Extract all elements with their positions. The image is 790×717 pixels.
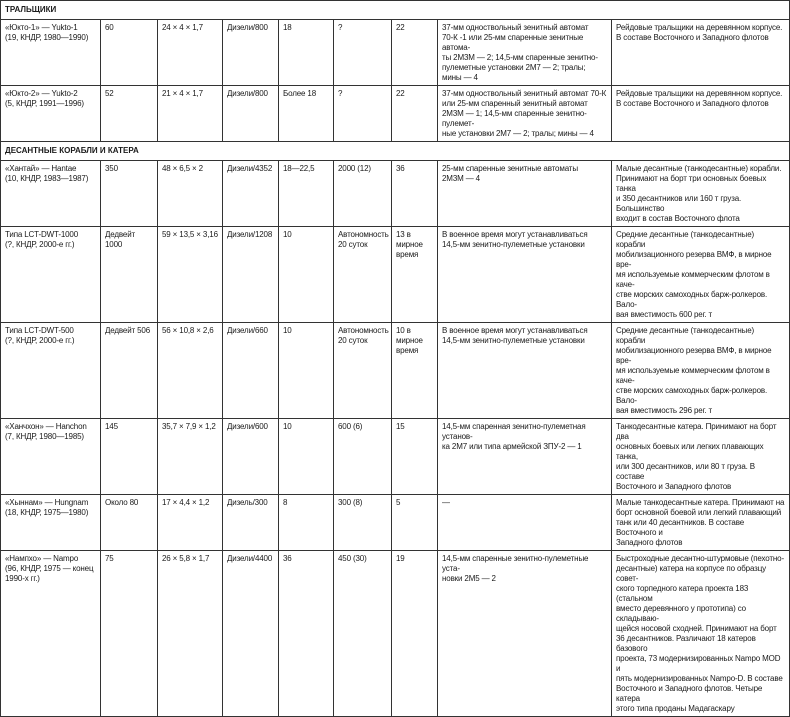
cell-speed: 8 <box>279 495 334 551</box>
cell-armament: — <box>438 495 612 551</box>
cell-crew: 19 <box>392 551 438 717</box>
cell-dimensions: 59 × 13,5 × 3,16 <box>158 227 223 323</box>
cell-displacement: Дедвейт 1000 <box>101 227 158 323</box>
cell-dimensions: 21 × 4 × 1,7 <box>158 86 223 142</box>
cell-dimensions: 24 × 4 × 1,7 <box>158 20 223 86</box>
table-row <box>1 323 790 419</box>
cell-displacement: Около 80 <box>101 495 158 551</box>
cell-crew: 10 в мирное время <box>392 323 438 419</box>
cell-armament: В военное время могут устанавливаться 14,5-мм зенитно-пулеметные установки <box>438 323 612 419</box>
cell-notes: Средние десантные (танкодесантные) корабли мобилизационного резерва ВМФ, в мирное вре- мя используемые коммерческим флотом в каче- стве морских самоходных барж-ролкеров. Вало- вая вместимость 296 рег. т <box>612 323 790 419</box>
section-title: ДЕСАНТНЫЕ КОРАБЛИ И КАТЕРА <box>1 142 790 161</box>
section-title: ТРАЛЬЩИКИ <box>1 1 790 20</box>
cell-notes: Быстроходные десантно-штурмовые (пехотно- десантные) катера на корпусе по образцу совет- ского торпедного катера проекта 183 (стальном вместо деревянного у прототипа) со складываю- щейся носовой сходней. Принимают на борт 36 десантников. Различают 18 катеров базового проекта, 73 модернизированных Nampo MOD и пять модернизированных Nampo-D. В составе Восточного и Западного флотов. Четыре катера этого типа проданы Мадагаскару <box>612 551 790 717</box>
cell-name: «Ханчхон» — Hanchon (7, КНДР, 1980—1985) <box>1 419 101 495</box>
table-row <box>1 20 790 86</box>
cell-range: ? <box>334 86 392 142</box>
cell-dimensions: 48 × 6,5 × 2 <box>158 161 223 227</box>
cell-name: Типа LCT-DWT-1000 (?, КНДР, 2000-е гг.) <box>1 227 101 323</box>
cell-name: «Хыннам» — Hungnam (18, КНДР, 1975—1980) <box>1 495 101 551</box>
cell-displacement: Дедвейт 506 <box>101 323 158 419</box>
cell-range: 450 (30) <box>334 551 392 717</box>
cell-armament: 25-мм спаренные зенитные автоматы 2М3М — 4 <box>438 161 612 227</box>
cell-range: ? <box>334 20 392 86</box>
table-row <box>1 495 790 551</box>
cell-range: Автономность 20 суток <box>334 323 392 419</box>
cell-dimensions: 26 × 5,8 × 1,7 <box>158 551 223 717</box>
cell-power: Дизели/800 <box>223 86 279 142</box>
cell-notes: Малые десантные (танкодесантные) корабли. Принимают на борт три основных боевых танка и 350 десантников или 160 т груза. Большинство входит в состав Восточного флота <box>612 161 790 227</box>
cell-notes: Средние десантные (танкодесантные) корабли мобилизационного резерва ВМФ, в мирное вре- мя используемые коммерческим флотом в каче- стве морских самоходных барж-ролкеров. Вало- вая вместимость 600 рег. т <box>612 227 790 323</box>
cell-power: Дизели/1208 <box>223 227 279 323</box>
cell-displacement: 52 <box>101 86 158 142</box>
cell-speed: 18 <box>279 20 334 86</box>
cell-name: «Юкто-1» — Yukto-1 (19, КНДР, 1980—1990) <box>1 20 101 86</box>
cell-power: Дизели/660 <box>223 323 279 419</box>
cell-displacement: 145 <box>101 419 158 495</box>
cell-range: Автономность 20 суток <box>334 227 392 323</box>
cell-displacement: 75 <box>101 551 158 717</box>
table-row <box>1 551 790 717</box>
cell-dimensions: 35,7 × 7,9 × 1,2 <box>158 419 223 495</box>
cell-speed: 36 <box>279 551 334 717</box>
cell-crew: 15 <box>392 419 438 495</box>
cell-armament: 14,5-мм спаренная зенитно-пулеметная установ- ка 2М7 или типа армейской ЗПУ-2 — 1 <box>438 419 612 495</box>
cell-speed: Более 18 <box>279 86 334 142</box>
cell-notes: Рейдовые тральщики на деревянном корпусе. В составе Восточного и Западного флотов <box>612 20 790 86</box>
section-header-row <box>1 142 790 161</box>
cell-notes: Танкодесантные катера. Принимают на борт два основных боевых или легких плавающих танка, или 300 десантников, или 80 т груза. В составе Восточного и Западного флотов <box>612 419 790 495</box>
cell-name: Типа LCT-DWT-500 (?, КНДР, 2000-е гг.) <box>1 323 101 419</box>
cell-notes: Малые танкодесантные катера. Принимают на борт основной боевой или легкий плавающий танк или 40 десантников. В составе Восточного и Западного флотов <box>612 495 790 551</box>
cell-notes: Рейдовые тральщики на деревянном корпусе. В составе Восточного и Западного флотов <box>612 86 790 142</box>
table-row <box>1 227 790 323</box>
cell-speed: 10 <box>279 419 334 495</box>
cell-power: Дизели/4400 <box>223 551 279 717</box>
cell-armament: 37-мм одноствольный зенитный автомат 70-К -1 или 25-мм спаренные зенитные автома- ты 2М3М — 2; 14,5-мм спаренные зенитно- пулеметные установки 2М7 — 2; тралы; мины — 4 <box>438 20 612 86</box>
cell-speed: 10 <box>279 227 334 323</box>
cell-power: Дизели/4352 <box>223 161 279 227</box>
cell-range: 600 (6) <box>334 419 392 495</box>
cell-armament: 14,5-мм спаренные зенитно-пулеметные уста- новки 2М5 — 2 <box>438 551 612 717</box>
cell-crew: 5 <box>392 495 438 551</box>
cell-crew: 22 <box>392 20 438 86</box>
cell-range: 300 (8) <box>334 495 392 551</box>
table-row <box>1 86 790 142</box>
cell-dimensions: 17 × 4,4 × 1,2 <box>158 495 223 551</box>
cell-power: Дизели/800 <box>223 20 279 86</box>
cell-displacement: 60 <box>101 20 158 86</box>
cell-displacement: 350 <box>101 161 158 227</box>
cell-speed: 18—22,5 <box>279 161 334 227</box>
cell-dimensions: 56 × 10,8 × 2,6 <box>158 323 223 419</box>
cell-crew: 36 <box>392 161 438 227</box>
cell-armament: 37-мм одноствольный зенитный автомат 70-К или 25-мм спаренный зенитный автомат 2М3М — 1; 14,5-мм спаренные зенитно-пулемет- ные установки 2М7 — 2; тралы; мины — 4 <box>438 86 612 142</box>
cell-name: «Хантай» — Hantae (10, КНДР, 1983—1987) <box>1 161 101 227</box>
section-header-row <box>1 1 790 20</box>
cell-speed: 10 <box>279 323 334 419</box>
table-row <box>1 419 790 495</box>
cell-armament: В военное время могут устанавливаться 14,5-мм зенитно-пулеметные установки <box>438 227 612 323</box>
cell-power: Дизель/300 <box>223 495 279 551</box>
cell-name: «Нампхо» — Nampo (96, КНДР, 1975 — конец 1990-х гг.) <box>1 551 101 717</box>
cell-crew: 13 в мирное время <box>392 227 438 323</box>
cell-range: 2000 (12) <box>334 161 392 227</box>
cell-power: Дизели/600 <box>223 419 279 495</box>
cell-name: «Юкто-2» — Yukto-2 (5, КНДР, 1991—1996) <box>1 86 101 142</box>
cell-crew: 22 <box>392 86 438 142</box>
table-row <box>1 161 790 227</box>
